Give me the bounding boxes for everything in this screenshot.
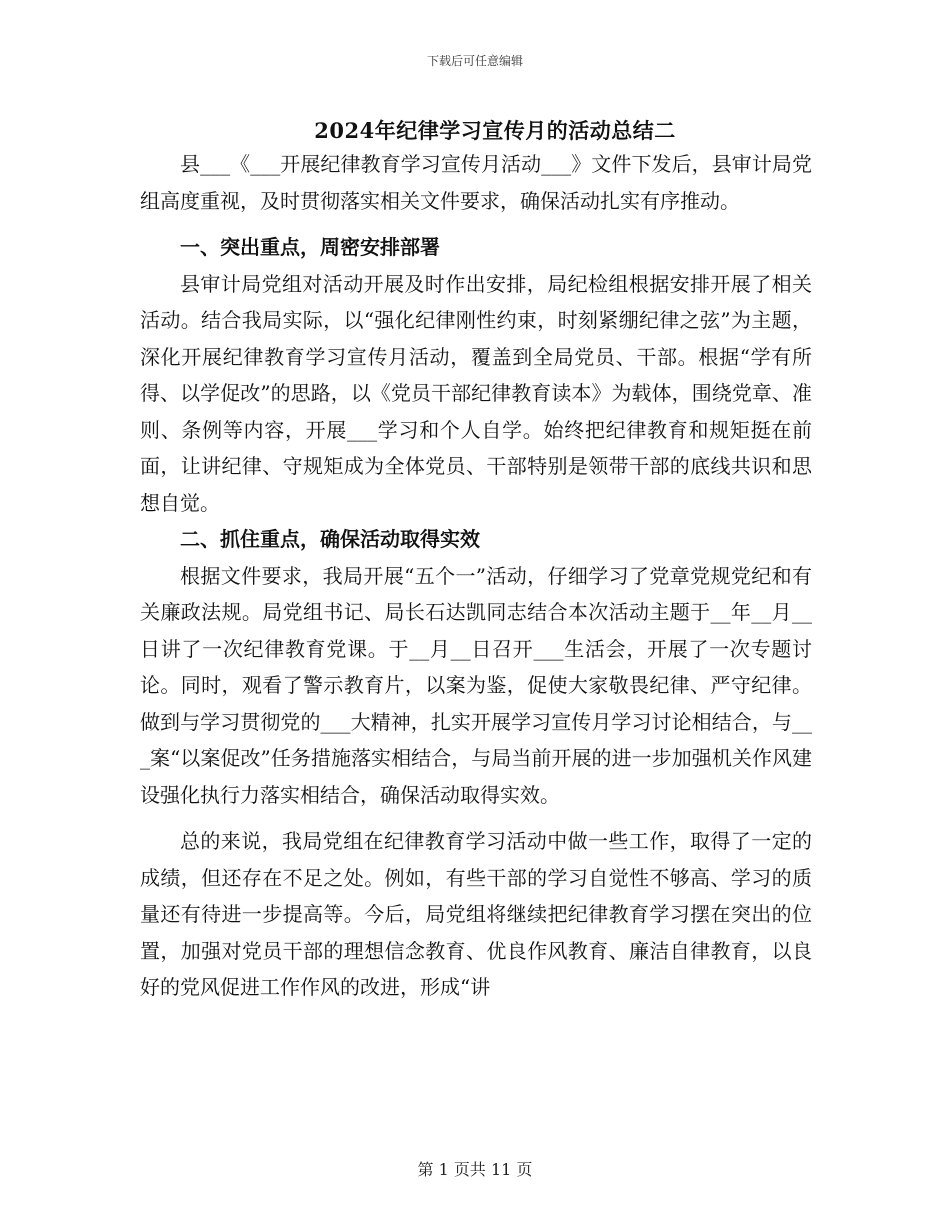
intro-paragraph: 县___《___开展纪律教育学习宣传月活动___》文件下发后，县审计局党组高度重视，及时贯彻落实相关文件要求，确保活动扎实有序推动。 xyxy=(140,152,812,213)
document-title: 2024年纪律学习宣传月的活动总结二 xyxy=(314,118,676,143)
document-body xyxy=(140,146,812,1006)
page-number: 第 1 页共 11 页 xyxy=(417,1160,533,1179)
page-header-note: 下载后可任意编辑 xyxy=(426,54,523,68)
section-2-paragraph: 根据文件要求，我局开展“五个一”活动，仔细学习了党章党规党纪和有关廉政法规。局党组书记、局长石达凯同志结合本次活动主题于__年__月__日讲了一次纪律教育党课。于__月__日召开___生活会，开展了一次专题讨论。同时，观看了警示教育片，以案为鉴，促使大家敬畏纪律、严守纪律。做到与学习贯彻党的___大精神，扎实开展学习宣传月学习讨论相结合，与___案“以案促改”任务措施落实相结合，与局当前开展的进一步加强机关作风建设强化执行力落实相结合，确保活动取得实效。 xyxy=(140,563,812,807)
section-heading-1: 一、突出重点，周密安排部署 xyxy=(180,235,440,259)
section-heading-2: 二、抓住重点，确保活动取得实效 xyxy=(180,527,480,551)
summary-paragraph: 总的来说，我局党组在纪律教育学习活动中做一些工作，取得了一定的成绩，但还存在不足之处。例如，有些干部的学习自觉性不够高、学习的质量还有待进一步提高等。今后，局党组将继续把纪律教育学习摆在突出的位置，加强对党员干部的理想信念教育、优良作风教育、廉洁自律教育，以良好的党风促进工作作风的改进，形成“讲 xyxy=(140,829,812,999)
section-1-paragraph: 县审计局党组对活动开展及时作出安排，局纪检组根据安排开展了相关活动。结合我局实际，以“强化纪律刚性约束，时刻紧绷纪律之弦”为主题，深化开展纪律教育学习宣传月活动，覆盖到全局党员、干部。根据“学有所得、以学促改”的思路，以《党员干部纪律教育读本》为载体，围绕党章、准则、条例等内容，开展___学习和个人自学。始终把纪律教育和规矩挺在前面，让讲纪律、守规矩成为全体党员、干部特别是领带干部的底线共识和思想自觉。 xyxy=(140,271,812,515)
